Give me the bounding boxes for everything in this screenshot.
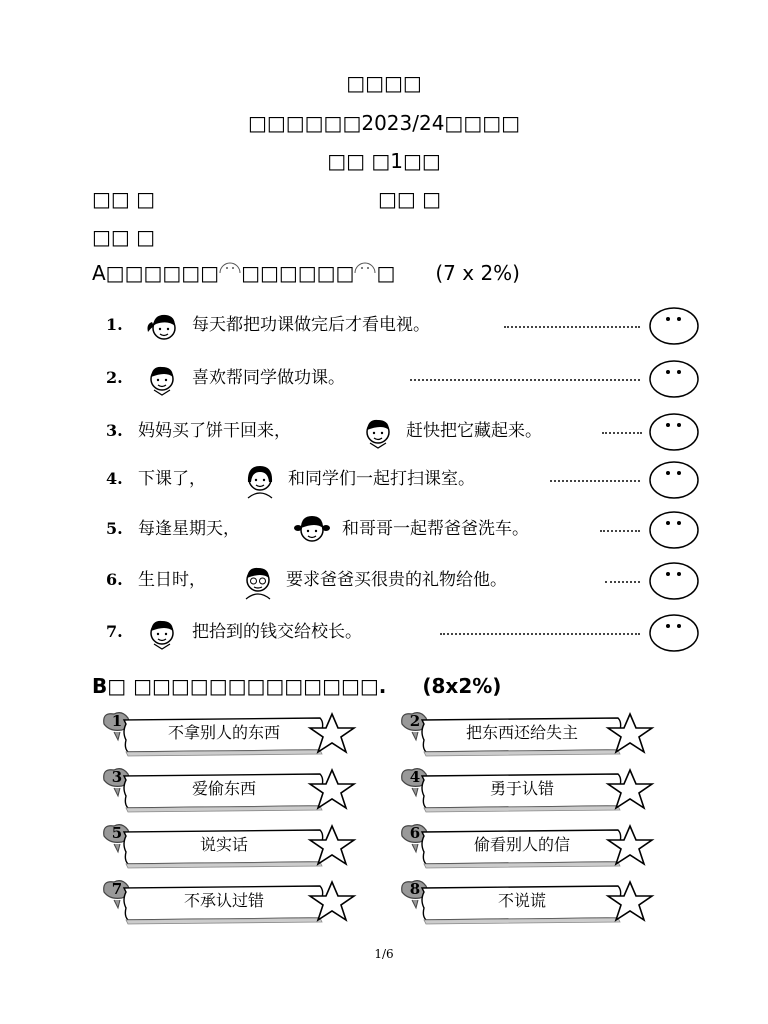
item-text-before: 生日时， — [138, 570, 206, 590]
behavior-item-4 — [100, 460, 700, 500]
statement-card-4 — [398, 766, 668, 814]
statement-card-3 — [100, 766, 370, 814]
girl-pigtails-icon — [292, 510, 332, 550]
statement-card-8 — [398, 878, 668, 926]
answer-dotted-line — [605, 581, 640, 583]
answer-dotted-line — [504, 326, 640, 328]
card-text: 不承认过错 — [183, 891, 264, 910]
answer-face-circle[interactable] — [648, 460, 700, 500]
answer-face-circle[interactable] — [648, 561, 700, 601]
card-text: 偷看别人的信 — [473, 835, 570, 854]
answer-dotted-line — [440, 633, 640, 635]
answer-dotted-line — [600, 530, 640, 532]
item-number: 4. — [106, 469, 123, 488]
section-a-heading — [92, 260, 520, 286]
item-number: 3. — [106, 421, 123, 440]
card-text: 不拿别人的东西 — [167, 723, 280, 742]
item-number: 7. — [106, 622, 123, 641]
statement-card-6 — [398, 822, 668, 870]
item-text-before: 妈妈买了饼干回来， — [138, 421, 291, 441]
item-text-before: 每逢星期天， — [138, 519, 240, 539]
answer-face-circle[interactable] — [648, 510, 700, 550]
card-number: 8 — [409, 880, 421, 898]
item-text: 喜欢帮同学做功课。 — [192, 368, 345, 388]
mini-smiley-icon — [354, 260, 376, 274]
answer-face-circle[interactable] — [648, 306, 700, 346]
behavior-item-6 — [100, 561, 700, 601]
item-number: 2. — [106, 368, 123, 387]
boy-glasses-icon — [238, 561, 278, 601]
behavior-item-5 — [100, 510, 700, 550]
card-text: 把东西还给失主 — [465, 723, 578, 742]
card-number: 5 — [111, 824, 123, 842]
card-number: 1 — [111, 712, 123, 730]
item-text: 和哥哥一起帮爸爸洗车。 — [342, 519, 529, 539]
section-a-label-middle: □□□□□□ — [241, 261, 355, 285]
grade-label: □□ □1□□ — [327, 149, 441, 173]
girl-ponytail-icon — [142, 306, 182, 346]
card-number: 2 — [409, 712, 421, 730]
statement-card-2 — [398, 710, 668, 758]
card-text: 爱偷东西 — [191, 779, 256, 798]
card-number: 4 — [409, 768, 421, 786]
item-text-before: 下课了， — [138, 469, 206, 489]
answer-dotted-line — [550, 480, 640, 482]
girl-bob-icon — [240, 460, 280, 500]
item-text: 和同学们一起打扫课室。 — [288, 469, 475, 489]
card-text: 勇于认错 — [489, 779, 554, 798]
mini-smiley-icon — [219, 260, 241, 274]
section-b-score: (8x2%) — [422, 674, 502, 698]
behavior-item-2 — [100, 359, 700, 399]
answer-face-circle[interactable] — [648, 359, 700, 399]
boy-icon — [142, 613, 182, 653]
item-number: 5. — [106, 519, 123, 538]
school-name: □□□□ — [346, 71, 422, 95]
section-a-score: (7 x 2%) — [435, 261, 520, 285]
item-text: 每天都把功课做完后才看电视。 — [192, 315, 430, 335]
boy-icon — [142, 359, 182, 399]
statement-card-5 — [100, 822, 370, 870]
statement-card-7 — [100, 878, 370, 926]
boy-icon — [358, 412, 398, 452]
section-a-label-end: □ — [376, 261, 396, 285]
section-b-label: B□ □□□□□□□□□□□□□. — [92, 674, 387, 698]
card-number: 3 — [111, 768, 123, 786]
item-text: 要求爸爸买很贵的礼物给他。 — [286, 570, 507, 590]
answer-dotted-line — [410, 379, 640, 381]
answer-face-circle[interactable] — [648, 412, 700, 452]
behavior-item-3 — [100, 412, 700, 452]
answer-dotted-line — [602, 432, 642, 434]
item-text: 把拾到的钱交给校长。 — [192, 622, 362, 642]
score-field: □□ □ — [92, 225, 156, 249]
item-text: 赶快把它藏起来。 — [406, 421, 542, 441]
behavior-item-1 — [100, 306, 700, 346]
name-field: □□ □ — [92, 187, 156, 211]
section-a-label: A□□□□□□ — [92, 261, 220, 285]
class-field: □□ □ — [378, 187, 442, 211]
page-number: 1/6 — [374, 947, 394, 961]
item-number: 6. — [106, 570, 123, 589]
section-b-heading — [92, 673, 501, 699]
card-number: 6 — [409, 824, 421, 842]
behavior-item-7 — [100, 613, 700, 653]
statement-card-1 — [100, 710, 370, 758]
card-text: 说实话 — [199, 835, 248, 854]
card-text: 不说谎 — [497, 891, 546, 910]
answer-face-circle[interactable] — [648, 613, 700, 653]
item-number: 1. — [106, 315, 123, 334]
card-number: 7 — [111, 880, 123, 898]
exam-title: □□□□□□2023/24□□□□ — [247, 111, 521, 135]
